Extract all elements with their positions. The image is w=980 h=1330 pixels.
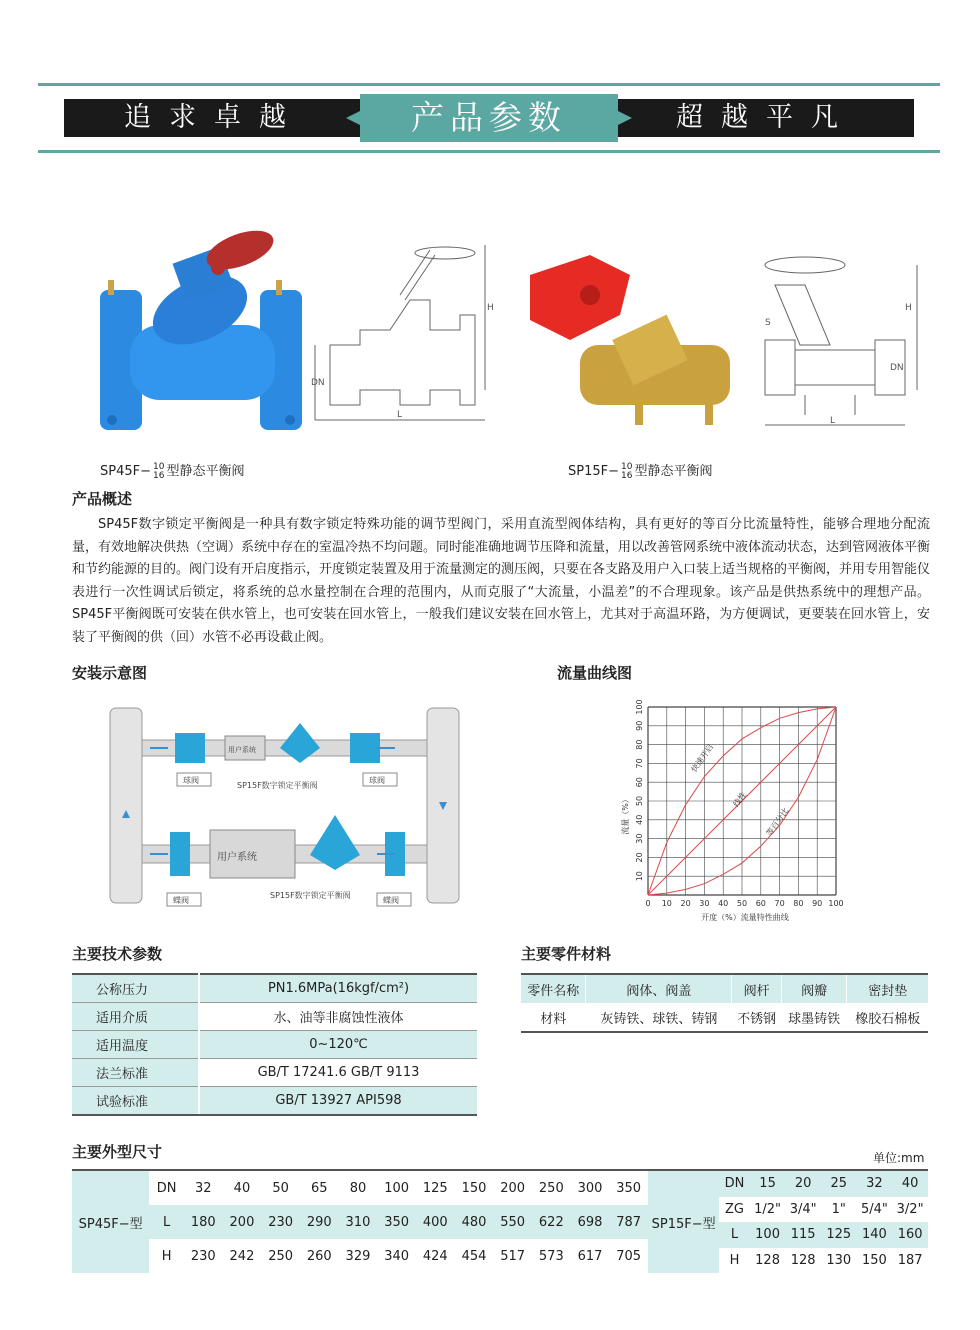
tech-row — [72, 1003, 477, 1031]
caption-sp15f-suffix: 型静态平衡阀 — [634, 464, 713, 479]
dims-sp15-key: ZG — [725, 1201, 744, 1217]
parts-cell: 橡胶石棉板 — [847, 1003, 928, 1032]
chart-x-tick: 80 — [793, 899, 804, 908]
dims-sp45-cell: 200 — [223, 1205, 262, 1239]
parts-cell: 不锈钢 — [732, 1003, 781, 1032]
dims-sp15-key: L — [719, 1222, 750, 1248]
dims-sp15-cell: 1" — [831, 1201, 846, 1217]
tech-value: 0~120℃ — [199, 1031, 477, 1059]
chart-y-tick: 50 — [635, 795, 644, 807]
bottom-rule — [38, 150, 940, 153]
install-label-butterfly-left: 蝶阀 — [173, 896, 189, 905]
chart-x-tick: 70 — [774, 899, 785, 908]
install-label-ball-left: 球阀 — [183, 776, 199, 785]
parts-header-cell: 密封垫 — [847, 974, 928, 1003]
chart-y-tick: 100 — [635, 699, 644, 715]
tech-row — [72, 1059, 477, 1087]
dims-unit: 单位:mm — [873, 1151, 925, 1165]
dims-sp45-key: L — [149, 1205, 184, 1239]
chart-y-tick: 80 — [635, 739, 644, 750]
install-label-butterfly-right: 蝶阀 — [383, 896, 399, 905]
dims-sp45-cell: 310 — [339, 1205, 378, 1239]
dims-sp45-cell: 550 — [493, 1205, 532, 1239]
chart-x-tick: 0 — [645, 899, 651, 908]
dims-sp45-cell: 300 — [571, 1170, 610, 1205]
install-label-valve-top: SP15F数字锁定平衡阀 — [237, 781, 318, 790]
tech-value: 水、油等非腐蚀性液体 — [199, 1003, 477, 1031]
parts-cell: 灰铸铁、球铁、铸钢 — [586, 1003, 732, 1032]
dims-sp15-cell: 128 — [755, 1252, 780, 1268]
chart-series-label: 线性 — [731, 790, 749, 809]
sp15f-dimension-drawing — [745, 245, 930, 435]
chart-y-tick: 40 — [635, 814, 644, 825]
top-rule — [38, 83, 940, 86]
dims-title: 主要外型尺寸 — [72, 1143, 163, 1161]
dims-sp45-cell: 698 — [571, 1205, 610, 1239]
parts-cell: 球墨铸铁 — [781, 1003, 847, 1032]
dims-sp45-key: DN — [149, 1170, 184, 1205]
dims-sp15-cell: 115 — [785, 1222, 821, 1248]
chart-y-label: 流量（%） — [621, 795, 630, 835]
dims-sp45-cell: 329 — [345, 1248, 371, 1264]
dims-sp15-cell: 130 — [826, 1252, 852, 1268]
dims-sp45-cell: 480 — [455, 1205, 494, 1239]
caption-sp45f-fraction — [153, 463, 164, 481]
dims-sp45-cell: 350 — [377, 1205, 416, 1239]
chart-y-tick: 30 — [635, 833, 644, 844]
chart-x-tick: 100 — [828, 899, 844, 908]
dims-sp15-cell: 150 — [861, 1252, 887, 1268]
chart-x-tick: 40 — [718, 899, 729, 908]
dims-sp15-key: H — [729, 1252, 740, 1268]
chart-x-tick: 50 — [736, 899, 748, 908]
parts-cell: 材料 — [521, 1003, 586, 1032]
drawing1-l: L — [397, 410, 403, 420]
chart-x-tick: 90 — [812, 899, 823, 908]
chart-x-tick: 60 — [755, 899, 766, 908]
dims-sp45-cell: 125 — [416, 1170, 455, 1205]
overview-text — [72, 514, 930, 649]
chart-y-tick: 60 — [635, 777, 644, 788]
overview-paragraph: SP45F数字锁定平衡阀是一种具有数字锁定特殊功能的调节型阀门，采用直流型阀体结构，具有更好的等百分比流量特性，能够合理地分配流量，有效地解决供热（空调）系统中存在的室温冷热不均问题。同时能准确地调节压降和流量，用以改善管网系统中液体流动状态，达到管网液体平衡和节约能源的目的。阀门设有开启度指示，开度锁定装置及用于流量测定的测压阀，只要在各支路及用户入口装上适当规格的平衡阀，并用专用智能仪表进行一次性调试后锁定，将系统的总水量控制在合理的范围内，从而克服了“大流量，小温差”的不合理现象。该产品是供热系统中的理想产品。SP45F平衡阀既可安装在供水管上，也可安装在回水管上，一般我们建议安装在回水管上，尤其对于高温环路，为方便调试，更要装在回水管上，安装了平衡阀的供（回）水管不必再设截止阀。 — [72, 517, 931, 645]
chart-y-tick: 90 — [635, 720, 644, 731]
dims-sp15-cell: 187 — [897, 1252, 923, 1268]
chart-series-label: 快速开启 — [689, 742, 716, 774]
tech-title: 主要技术参数 — [72, 945, 163, 963]
drawing2-l: L — [830, 416, 836, 426]
install-label-user-big: 用户系统 — [217, 852, 257, 863]
parts-header-cell: 零件名称 — [521, 974, 586, 1003]
dims-sp45-cell: 65 — [300, 1170, 339, 1205]
dims-sp45-cell: 250 — [532, 1170, 571, 1205]
dims-table — [72, 1169, 928, 1273]
parts-table — [521, 973, 928, 1033]
chart-x-label: 开度（%）流量特性曲线 — [701, 913, 789, 922]
install-label-user-small: 用户系统 — [228, 746, 256, 754]
chart-y-tick: 10 — [635, 871, 644, 882]
tech-key: 法兰标准 — [72, 1059, 199, 1087]
dims-sp15-cell: 3/4" — [789, 1201, 817, 1217]
caption-sp45f — [100, 460, 244, 481]
dims-sp45-cell: 180 — [184, 1205, 223, 1239]
dims-sp15-cell: 128 — [790, 1252, 816, 1268]
dims-sp15-cell: 1/2" — [754, 1201, 782, 1217]
dims-sp45-cell: 517 — [500, 1248, 526, 1264]
tech-key: 适用温度 — [72, 1031, 199, 1059]
parts-title: 主要零件材料 — [521, 945, 612, 963]
sp45f-product-photo — [100, 220, 305, 440]
sp45f-dimension-drawing — [305, 235, 495, 435]
sp15f-product-photo — [520, 245, 740, 435]
chart-series-label: 等百分比 — [764, 806, 791, 838]
tech-row — [72, 974, 477, 1003]
frac-top: 10 — [153, 461, 165, 472]
banner-left: 追求卓越 — [124, 102, 304, 133]
tech-table — [72, 973, 477, 1116]
dims-sp15-cell: 140 — [857, 1222, 893, 1248]
dims-sp45-cell: 573 — [538, 1248, 564, 1264]
dims-sp45-cell: 705 — [616, 1248, 642, 1264]
drawing1-dn: DN — [311, 378, 325, 388]
dims-sp15-cell: 32 — [857, 1170, 893, 1197]
dims-sp15-key: DN — [719, 1170, 750, 1197]
dims-sp15-cell: 100 — [750, 1222, 786, 1248]
dims-sp15-cell: 40 — [892, 1170, 928, 1197]
install-title: 安装示意图 — [72, 664, 148, 682]
parts-header-cell: 阀体、阀盖 — [586, 974, 732, 1003]
dims-sp45-cell: 424 — [422, 1248, 448, 1264]
dims-sp45-cell: 230 — [261, 1205, 300, 1239]
caption-sp15f-prefix: SP15F− — [568, 464, 620, 479]
tech-row — [72, 1087, 477, 1116]
parts-header-cell: 阀瓣 — [781, 974, 847, 1003]
dims-sp45-cell: 32 — [184, 1170, 223, 1205]
dims-sp45-cell: 622 — [532, 1205, 571, 1239]
dims-sp15-cell: 160 — [892, 1222, 928, 1248]
drawing2-s: S — [765, 318, 771, 328]
install-diagram — [105, 700, 465, 910]
tech-row — [72, 1031, 477, 1059]
caption-sp15f-fraction — [621, 463, 632, 481]
tech-value: GB/T 13927 API598 — [199, 1087, 477, 1116]
chart-y-tick: 70 — [635, 758, 644, 769]
dims-sp15-cell: 20 — [785, 1170, 821, 1197]
dims-sp45-cell: 150 — [455, 1170, 494, 1205]
dims-sp45-cell: 80 — [339, 1170, 378, 1205]
overview-title: 产品概述 — [72, 490, 133, 508]
install-label-valve-bottom: SP15F数字锁定平衡阀 — [270, 891, 351, 900]
flow-chart — [610, 695, 860, 927]
frac-bottom: 16 — [153, 470, 165, 481]
dims-sp45-cell: 230 — [190, 1248, 216, 1264]
frac-top: 10 — [621, 461, 633, 472]
chart-y-ticks — [635, 699, 644, 881]
dims-sp45-cell: 100 — [377, 1170, 416, 1205]
dims-sp45-cell: 242 — [229, 1248, 255, 1264]
parts-header-cell: 阀杆 — [732, 974, 781, 1003]
banner-title: 产品参数 — [360, 94, 618, 142]
dims-sp45-cell: 40 — [223, 1170, 262, 1205]
dims-sp15-label: SP15F−型 — [648, 1170, 719, 1273]
banner-right: 超越平凡 — [676, 102, 856, 133]
dims-sp45-cell: 290 — [300, 1205, 339, 1239]
tech-key: 公称压力 — [72, 974, 199, 1003]
chart-x-tick: 30 — [699, 899, 710, 908]
chart-x-tick: 10 — [661, 899, 672, 908]
tech-value: PN1.6MPa(16kgf/cm²) — [199, 974, 477, 1003]
dims-sp45-cell: 617 — [577, 1248, 603, 1264]
chart-x-tick: 20 — [680, 899, 691, 908]
drawing2-dn: DN — [890, 363, 904, 373]
dims-sp45-cell: 200 — [493, 1170, 532, 1205]
caption-sp45f-prefix: SP45F− — [100, 464, 152, 479]
tech-value: GB/T 17241.6 GB/T 9113 — [199, 1059, 477, 1087]
dims-sp45-label: SP45F−型 — [72, 1170, 149, 1273]
dims-sp45-cell: 340 — [384, 1248, 410, 1264]
dims-sp45-cell: 787 — [609, 1205, 648, 1239]
dims-sp45-key: H — [161, 1248, 172, 1264]
dims-sp15-cell: 125 — [821, 1222, 857, 1248]
dims-sp45-cell: 400 — [416, 1205, 455, 1239]
chart-title: 流量曲线图 — [557, 664, 633, 682]
chart-series-labels — [689, 742, 791, 838]
dims-sp45-cell: 250 — [268, 1248, 294, 1264]
dims-sp45-cell: 350 — [609, 1170, 648, 1205]
dims-sp15-cell: 3/2" — [896, 1201, 924, 1217]
caption-sp45f-suffix: 型静态平衡阀 — [166, 464, 245, 479]
dims-sp15-cell: 25 — [821, 1170, 857, 1197]
tech-key: 试验标准 — [72, 1087, 199, 1116]
dims-sp15-cell: 15 — [750, 1170, 786, 1197]
chart-x-ticks — [645, 899, 843, 908]
drawing1-h: H — [487, 303, 494, 313]
caption-sp15f — [568, 460, 712, 481]
dims-sp15-cell: 5/4" — [860, 1201, 888, 1217]
dims-sp45-cell: 260 — [306, 1248, 332, 1264]
dims-sp45-cell: 50 — [261, 1170, 300, 1205]
drawing2-h: H — [905, 303, 912, 313]
tech-key: 适用介质 — [72, 1003, 199, 1031]
dims-sp45-cell: 454 — [461, 1248, 487, 1264]
chart-y-tick: 20 — [635, 852, 644, 863]
frac-bottom: 16 — [621, 470, 633, 481]
header-banner — [64, 99, 914, 137]
install-label-ball-right: 球阀 — [369, 776, 385, 785]
